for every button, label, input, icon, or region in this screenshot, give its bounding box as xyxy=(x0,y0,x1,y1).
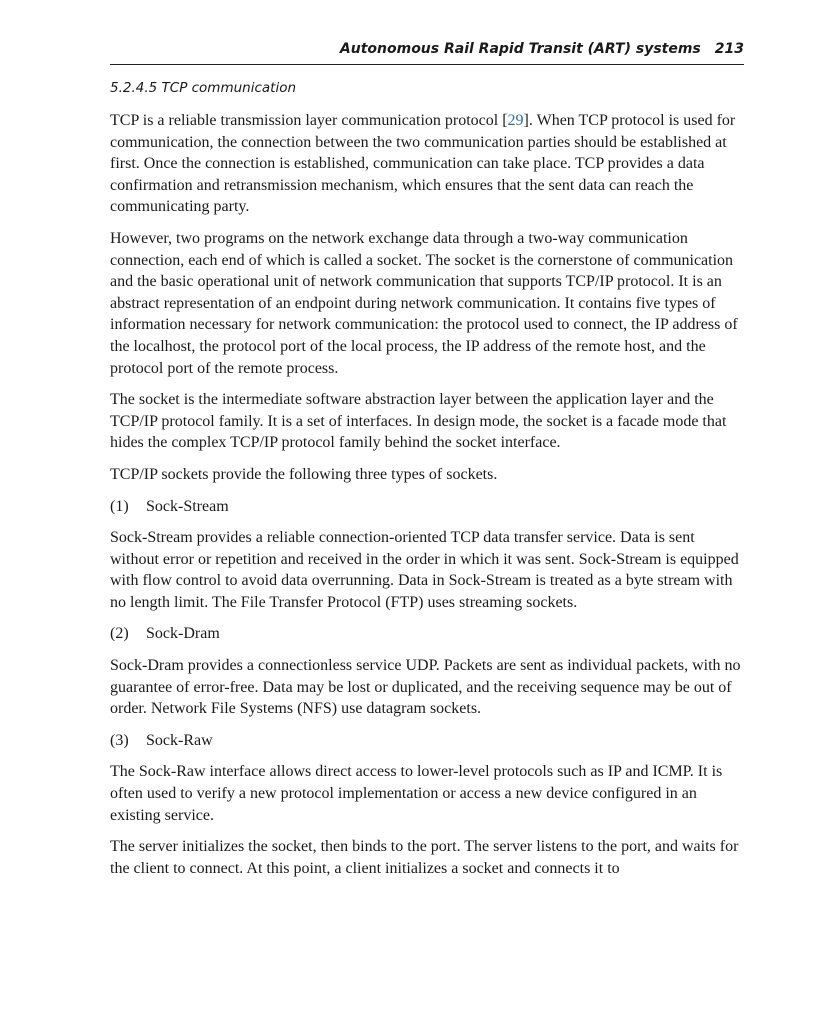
body-text xyxy=(110,110,742,889)
paragraph-6: Sock-Dram provides a connectionless service UDP. Packets are sent as individual packets, with no guarantee of error-free. Data may be lost or duplicated, and the receiving sequence may be out of order. Network File Systems (NFS) use datagram sockets. xyxy=(110,657,741,718)
paragraph-4: TCP/IP sockets provide the following three types of sockets. xyxy=(110,465,498,483)
running-title: Autonomous Rail Rapid Transit (ART) systems xyxy=(339,41,701,57)
paragraph-7: The Sock-Raw interface allows direct access to lower-level protocols such as IP and ICMP. It is often used to verify a new protocol implementation or access a new device configured in an existing service. xyxy=(110,763,723,824)
list-label: Sock-Raw xyxy=(146,731,213,749)
list-label: Sock-Dram xyxy=(146,625,220,643)
paragraph-8: The server initializes the socket, then binds to the port. The server listens to the port, and waits for the client to connect. At this point, a client initializes a socket and connects it to xyxy=(110,838,739,877)
list-number: (3) xyxy=(110,731,129,749)
running-header xyxy=(110,38,744,65)
list-item-sock-stream xyxy=(110,496,742,518)
citation-link[interactable]: 29 xyxy=(507,112,524,129)
list-item-sock-dram xyxy=(110,623,742,645)
list-label: Sock-Stream xyxy=(146,497,229,515)
paragraph-3: The socket is the intermediate software abstraction layer between the application layer and the TCP/IP protocol family. It is a set of interfaces. In design mode, the socket is a facade mode that hides the complex TCP/IP protocol family behind the socket interface. xyxy=(110,391,727,452)
paragraph-2: However, two programs on the network exchange data through a two-way communication connection, each end of which is called a socket. The socket is the cornerstone of communication and the basic operational unit of network communication that supports TCP/IP protocol. It is an abstract representation of an endpoint during network communication. It contains five types of information necessary for network communication: the protocol used to connect, the IP address of the localhost, the protocol port of the local process, the IP address of the remote host, and the protocol port of the remote process. xyxy=(110,229,738,377)
page-number: 213 xyxy=(714,41,744,57)
paragraph-1: TCP is a reliable transmission layer communication protocol [29]. When TCP protocol is used for communication, the connection between the two communication parties should be established at first. Once the connection is established, communication can take place. TCP provides a data confirmation and retransmission mechanism, which ensures that the sent data can reach the communicating party. xyxy=(110,112,736,216)
section-heading: 5.2.4.5 TCP communication xyxy=(110,80,297,96)
list-number: (1) xyxy=(110,497,129,515)
list-number: (2) xyxy=(110,625,129,643)
list-item-sock-raw xyxy=(110,730,742,752)
paragraph-5: Sock-Stream provides a reliable connection-oriented TCP data transfer service. Data is sent without error or repetition and received in the order in which it was sent. Sock-Stream is equipped with flow control to avoid data overrunning. Data in Sock-Stream is treated as a byte stream with no length limit. The File Transfer Protocol (FTP) uses streaming sockets. xyxy=(110,529,739,611)
